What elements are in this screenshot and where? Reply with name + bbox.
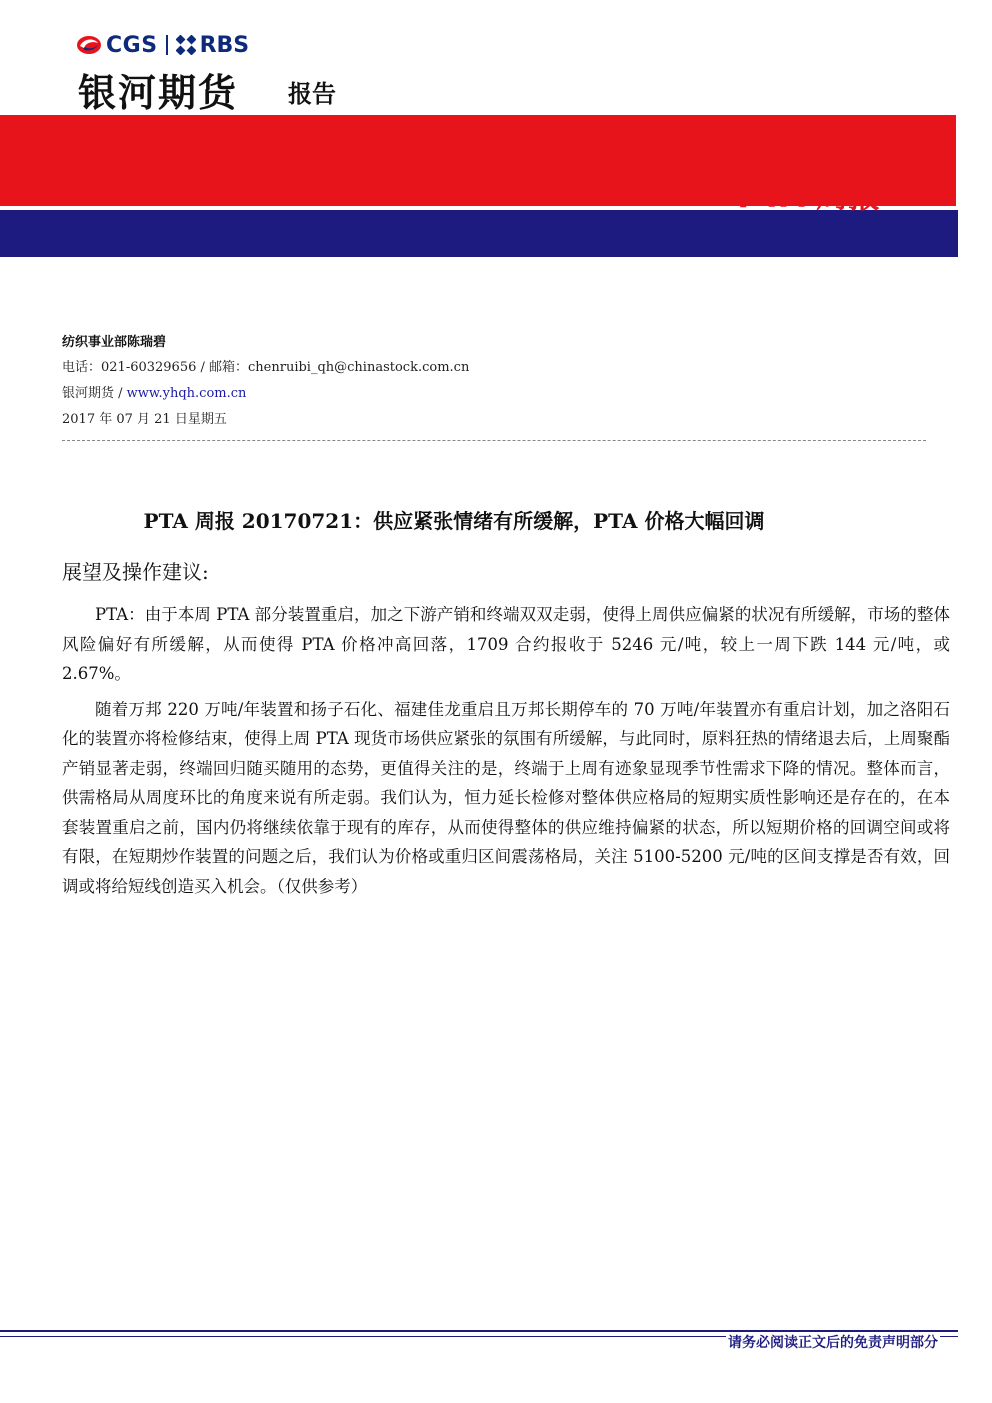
rbs-logo-text: RBS xyxy=(199,32,250,58)
section-divider xyxy=(62,440,926,441)
contact-info: 电话：021-60329656 / 邮箱：chenruibi_qh@chinastock.com.cn xyxy=(62,360,470,375)
logo-divider xyxy=(166,35,168,55)
article-body xyxy=(62,600,950,907)
report-label: 报告 xyxy=(288,80,336,108)
banner-title: PTA 周报 xyxy=(737,177,880,215)
article-headline: PTA 周报 20170721：供应紧张情绪有所缓解，PTA 价格大幅回调 xyxy=(143,509,765,533)
paragraph: 随着万邦 220 万吨/年装置和扬子石化、福建佳龙重启且万邦长期停车的 70 万吨/年装置亦有重启计划，加之洛阳石化的装置亦将检修结束，使得上周 PTA 现货市场供应紧张的氛围有所缓解，与此同时，原料狂热的情绪退去后，上周聚酯产销显著走弱，终端回归随买随用的态势，更值得关注的是，终端于上周有迹象显现季节性需求下降的情况。整体而言，供需格局从周度环比的角度来说有所走弱。我们认为，恒力延长检修对整体供应格局的短期实质性影响还是存在的，在本套装置重启之前，国内仍将继续依靠于现有的库存，从而使得整体的供应维持偏紧的状态，所以短期价格的回调空间或将有限，在短期炒作装置的问题之后，我们认为价格或重归区间震荡格局，关注 5100-5200 元/吨的区间支撑是否有效，回调或将给短线创造买入机会。（仅供参考） xyxy=(62,699,950,896)
website-line xyxy=(62,382,246,401)
website-link[interactable]: www.yhqh.com.cn xyxy=(126,386,247,401)
report-date: 2017 年 07 月 21 日星期五 xyxy=(62,412,227,427)
disclaimer-note: 请务必阅读正文后的免责声明部分 xyxy=(726,1332,940,1352)
cgs-swirl-icon xyxy=(76,34,102,56)
paragraph: PTA：由于本周 PTA 部分装置重启，加之下游产销和终端双双走弱，使得上周供应偏紧的状况有所缓解，市场的整体风险偏好有所缓解，从而使得 PTA 价格冲高回落，1709 合约报收于 5246 元/吨，较上一周下跌 144 元/吨，或 2.67%。 xyxy=(62,605,950,683)
rbs-daisy-icon xyxy=(176,35,196,55)
brand-logo xyxy=(76,30,249,60)
section-subhead: 展望及操作建议: xyxy=(62,560,209,584)
company-name: 银河期货 xyxy=(78,71,239,115)
author-name: 纺织事业部陈瑞碧 xyxy=(62,335,167,350)
cgs-logo-text: CGS xyxy=(106,32,158,58)
website-prefix: 银河期货 / xyxy=(62,386,127,401)
